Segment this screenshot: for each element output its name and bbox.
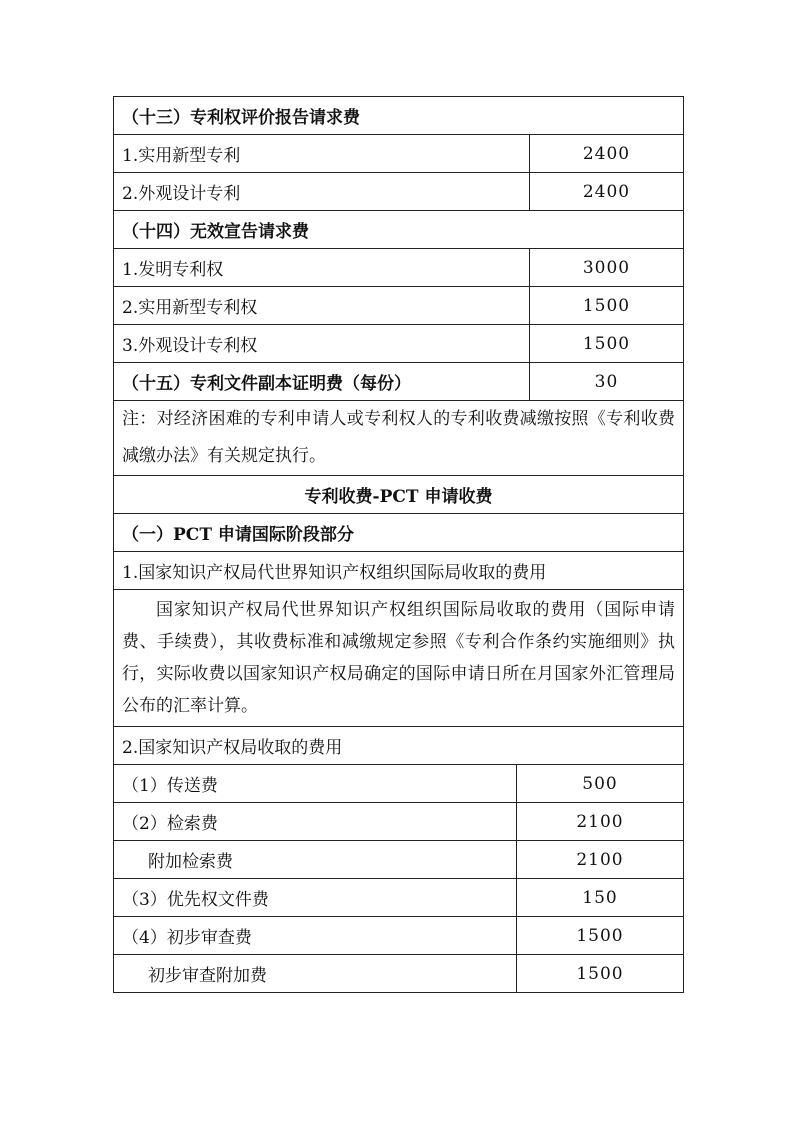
fee-amount: 1500 [530, 325, 684, 363]
fee-label: （4）初步审查费 [114, 917, 517, 955]
pct-item-1-paragraph [114, 590, 684, 727]
fee-amount: 150 [517, 879, 684, 917]
fee-amount: 2400 [530, 135, 684, 173]
fee-label: 初步审查附加费 [114, 955, 517, 993]
fee-label: 2.实用新型专利权 [114, 287, 530, 325]
pct-item-1-paragraph-text: 国家知识产权局代世界知识产权组织国际局收取的费用（国际申请费、手续费），其收费标准和减缴规定参照《专利合作条约实施细则》执行，实际收费以国家知识产权局确定的国际申请日所在月国家外汇管理局公布的汇率计算。 [122, 600, 675, 716]
fee-amount: 1500 [517, 955, 684, 993]
section-15-label: （十五）专利文件副本证明费（每份） [114, 363, 530, 401]
fee-amount: 30 [530, 363, 684, 401]
fee-amount: 1500 [530, 287, 684, 325]
fee-table [113, 96, 684, 993]
fee-amount: 2400 [530, 173, 684, 211]
fee-label: 1.发明专利权 [114, 249, 530, 287]
fee-label: （1）传送费 [114, 765, 517, 803]
fee-amount: 500 [517, 765, 684, 803]
fee-label: 3.外观设计专利权 [114, 325, 530, 363]
fee-amount: 2100 [517, 841, 684, 879]
fee-label: （3）优先权文件费 [114, 879, 517, 917]
section-14-header: （十四）无效宣告请求费 [114, 211, 684, 249]
fee-label: 附加检索费 [114, 841, 517, 879]
pct-item-2-label: 2.国家知识产权局收取的费用 [114, 727, 684, 765]
fee-label: （2）检索费 [114, 803, 517, 841]
reduction-note: 注：对经济困难的专利申请人或专利权人的专利收费减缴按照《专利收费减缴办法》有关规定执行。 [114, 401, 684, 476]
section-13-header: （十三）专利权评价报告请求费 [114, 97, 684, 135]
fee-label: 1.实用新型专利 [114, 135, 530, 173]
fee-label: 2.外观设计专利 [114, 173, 530, 211]
fee-amount: 1500 [517, 917, 684, 955]
pct-section-title: 专利收费-PCT 申请收费 [114, 476, 684, 514]
fee-amount: 3000 [530, 249, 684, 287]
pct-part-1-header: （一）PCT 申请国际阶段部分 [114, 514, 684, 552]
pct-item-1-label: 1.国家知识产权局代世界知识产权组织国际局收取的费用 [114, 552, 684, 590]
fee-amount: 2100 [517, 803, 684, 841]
